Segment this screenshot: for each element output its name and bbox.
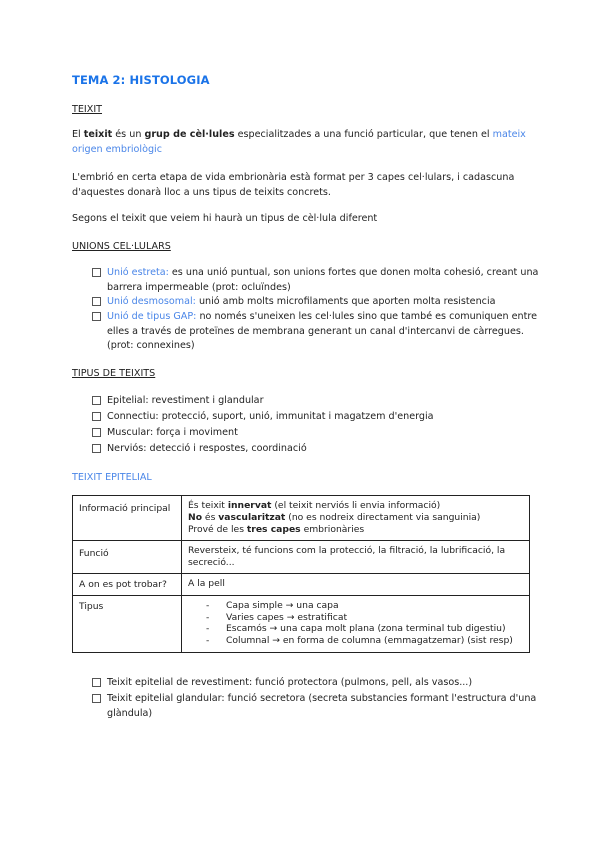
tipus-item-connectiu xyxy=(92,410,547,425)
text: és xyxy=(202,512,219,523)
table-row xyxy=(73,541,530,574)
def-text-1: El xyxy=(72,129,84,140)
tipus-text: Nerviós: detecció i respostes, coordinació xyxy=(107,443,307,454)
checkbox[interactable] xyxy=(92,412,101,421)
tipus-item-nervios xyxy=(92,442,547,457)
epitelial-check-revestiment xyxy=(92,676,547,691)
table-key: Tipus xyxy=(73,596,182,653)
list-item-text: Escamós → una capa molt plana (zona terminal tub digestiu) xyxy=(226,623,506,635)
checkbox[interactable] xyxy=(92,396,101,405)
union-term: Unió de tipus GAP: xyxy=(107,311,197,322)
dash-bullet: - xyxy=(206,634,210,646)
table-value: A la pell xyxy=(182,574,530,596)
table-value xyxy=(182,596,530,653)
union-term: Unió estreta: xyxy=(107,267,169,278)
info-line-2 xyxy=(188,512,523,524)
table-key: Funció xyxy=(73,541,182,574)
table-value: Reversteix, té funcions com la protecció, la filtració, la lubrificació, la secreció... xyxy=(182,541,530,574)
table-key: Informació principal xyxy=(73,496,182,541)
check-text: Teixit epitelial glandular: funció secretora (secreta substancies formant l'estructura d'una glàndula) xyxy=(107,693,537,719)
teixit-definition-paragraph xyxy=(72,127,542,157)
epitelial-table xyxy=(72,495,530,653)
segons-paragraph: Segons el teixit que veiem hi haurà un tipus de cèl·lula diferent xyxy=(72,213,378,224)
checkbox[interactable] xyxy=(92,428,101,437)
union-text: unió amb molts microfilaments que aporten molta resistencia xyxy=(195,296,496,307)
checkbox[interactable] xyxy=(92,694,101,703)
def-text-3: especialitzades a una funció particular, que tenen el xyxy=(234,129,493,140)
tipus-item-muscular xyxy=(92,426,547,441)
checkbox[interactable] xyxy=(92,268,101,277)
table-row xyxy=(73,496,530,541)
union-text: es una unió puntual, son unions fortes que donen molta cohesió, creant una barrera impermeable (prot: ocluïndes) xyxy=(107,267,539,293)
dash-bullet: - xyxy=(206,623,210,635)
def-bold-teixit: teixit xyxy=(83,129,113,140)
dash-bullet: - xyxy=(206,611,210,623)
checkbox[interactable] xyxy=(92,678,101,687)
def-bold-grup: grup de cèl·lules xyxy=(144,129,235,140)
tipus-text: Epitelial: revestiment i glandular xyxy=(107,395,264,406)
checkbox[interactable] xyxy=(92,297,101,306)
text: (el teixit nerviós li envia informació) xyxy=(271,500,441,511)
list-item-text: Varies capes → estratificat xyxy=(226,611,348,623)
checkbox[interactable] xyxy=(92,312,101,321)
unions-heading: UNIONS CEL·LULARS xyxy=(72,241,171,252)
dash-bullet: - xyxy=(206,600,210,611)
text: embrionàries xyxy=(300,524,365,535)
list-item-text: Columnal → en forma de columna (emmagatzemar) (sist resp) xyxy=(226,634,513,646)
mateix-origen-link[interactable]: mateix origen embriològic xyxy=(72,129,526,155)
page-title: TEMA 2: HISTOLOGIA xyxy=(72,73,210,87)
list-item-text: Capa simple → una capa xyxy=(226,600,339,611)
bold-text: innervat xyxy=(227,500,272,511)
text: Prové de les xyxy=(188,524,247,535)
list-item xyxy=(188,612,523,624)
tipus-list xyxy=(188,600,523,646)
bold-text: No xyxy=(188,512,203,523)
info-line-1 xyxy=(188,500,523,512)
checkbox[interactable] xyxy=(92,444,101,453)
union-term: Unió desmosomal: xyxy=(107,296,196,307)
tipus-item-epitelial xyxy=(92,394,547,409)
list-item xyxy=(188,623,523,635)
teixit-heading: TEIXIT xyxy=(72,104,103,115)
info-line-3 xyxy=(188,524,523,536)
union-item-desmosomal xyxy=(92,295,547,310)
bold-text: tres capes xyxy=(246,524,301,535)
bold-text: vascularitzat xyxy=(218,512,286,523)
tipus-text: Connectiu: protecció, suport, unió, immunitat i magatzem d'energia xyxy=(107,411,434,422)
tipus-text: Muscular: força i moviment xyxy=(107,427,238,438)
embrio-paragraph: L'embrió en certa etapa de vida embrionària està format per 3 capes cel·lulars, i cadascuna d'aquestes donarà lloc a uns tipus de teixits concrets. xyxy=(72,172,515,198)
union-item-estreta xyxy=(92,266,547,295)
text: És teixit xyxy=(188,500,228,511)
list-item xyxy=(188,600,523,612)
epitelial-heading: TEIXIT EPITELIAL xyxy=(72,472,152,483)
union-text: no només s'uneixen les cel·lules sino que també es comuniquen entre elles a través de proteïnes de membrana generant un canal d'intercanvi de càrregues. (prot: connexines) xyxy=(107,311,537,352)
epitelial-check-glandular xyxy=(92,692,547,721)
union-item-gap xyxy=(92,310,547,354)
table-row xyxy=(73,596,530,653)
text: (no es nodreix directament via sanguinia) xyxy=(285,512,481,523)
table-key: A on es pot trobar? xyxy=(73,574,182,596)
list-item xyxy=(188,635,523,647)
check-text: Teixit epitelial de revestiment: funció protectora (pulmons, pell, als vasos...) xyxy=(107,677,473,688)
table-value xyxy=(182,496,530,541)
def-text-2: és un xyxy=(112,129,145,140)
tipus-heading: TIPUS DE TEIXITS xyxy=(72,368,156,379)
table-row xyxy=(73,574,530,596)
